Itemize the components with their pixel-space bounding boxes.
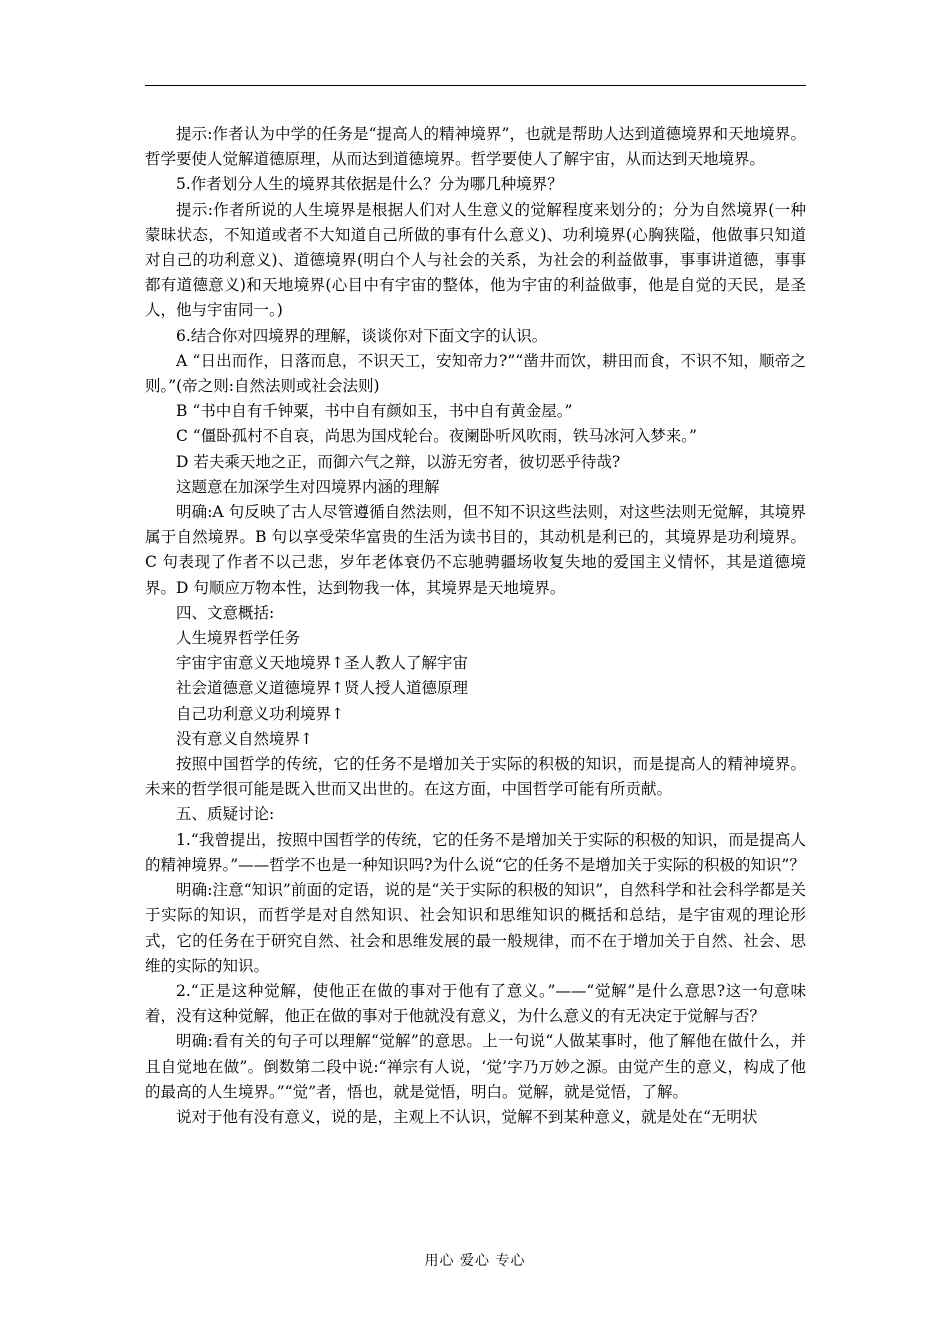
option-b: B “书中自有千钟粟，书中自有颜如玉，书中自有黄金屋。” — [176, 402, 573, 421]
question-6: 6.结合你对四境界的理解，谈谈你对下面文字的认识。 — [176, 326, 548, 345]
summary-line-4: 自己功利意义功利境界↑ — [176, 704, 344, 723]
section-heading-summary: 四、文意概括: — [176, 603, 275, 622]
summary-line-1: 人生境界哲学任务 — [176, 629, 301, 648]
paragraph-hint-task: 提示:作者认为中学的任务是“提高人的精神境界”，也就是帮助人达到道德境界和天地境界。哲学要使人觉解道德原理，从而达到道德境界。哲学要使人了解宇宙，从而达到天地境界。 — [145, 125, 806, 169]
option-d: D 若夫乘天地之正，而御六气之辩，以游无穷者，彼切恶乎待哉? — [176, 452, 621, 471]
summary-line-2: 宇宙宇宙意义天地境界↑圣人教人了解宇宙 — [176, 654, 468, 673]
option-a: A “日出而作，日落而息，不识天工，安知帝力?”“凿井而饮，耕田而食，不识不知，顺帝之则。”(帝之则:自然法则或社会法则) — [145, 351, 806, 396]
discussion-answer-1: 明确:注意“知识”前面的定语，说的是“关于实际的积极的知识”，自然科学和社会科学都是关于实际的知识，而哲学是对自然知识、社会知识和思维知识的概括和总结，是宇宙观的理论形式，它的任务在于研究自然、社会和思维发展的最一般规律，而不在于增加关于自然、社会、思维的实际的知识。 — [145, 881, 806, 975]
document-body — [145, 122, 806, 1130]
header-rule — [145, 85, 806, 86]
answer-6: 明确:A 句反映了古人尽管遵循自然法则，但不知不识这些法则，对这些法则无觉解，其境界属于自然境界。B 句以享受荣华富贵的生活为读书目的，其动机是利已的，其境界是功利境界。C 句表现了作者不以己悲，岁年老体衰仍不忘驰骋疆场收复失地的爱国主义情怀，其是道德境界。D 句顺应万物本性，达到物我一体，其境界是天地境界。 — [145, 503, 806, 597]
page-footer: 用心 爱心 专心 — [424, 1253, 526, 1269]
discussion-answer-2-continued: 说对于他有没有意义，说的是，主观上不认识，觉解不到某种意义，就是处在“无明状 — [176, 1107, 758, 1126]
discussion-question-1: 1.“我曾提出，按照中国哲学的传统，它的任务不是增加关于实际的积极的知识，而是提高人的精神境界。”——哲学不也是一种知识吗?为什么说“它的任务不是增加关于实际的积极的知识”？ — [145, 830, 806, 874]
question-5: 5.作者划分人生的境界其依据是什么？分为哪几种境界？ — [176, 175, 563, 194]
paragraph-hint-realms: 提示:作者所说的人生境界是根据人们对人生意义的觉解程度来划分的；分为自然境界(一种蒙昧状态，不知道或者不大知道自己所做的事有什么意义)、功利境界(心胸狭隘，他做事只知道对自己的功利意义)、道德境界(明白个人与社会的关系，为社会的利益做事，事事讲道德，事事都有道德意义)和天地境界(心目中有宇宙的整体，他为宇宙的利益做事，他是自觉的天民，是圣人，他与宇宙同一。) — [145, 200, 806, 320]
option-c: C “僵卧孤村不自哀，尚思为国戍轮台。夜阑卧听风吹雨，铁马冰河入梦来。” — [176, 427, 697, 446]
discussion-question-2: 2.“正是这种觉解，使他正在做的事对于他有了意义。”——“觉解”是什么意思?这一句意味着，没有这种觉解，他正在做的事对于他就没有意义，为什么意义的有无决定于觉解与否？ — [145, 981, 806, 1026]
discussion-answer-2: 明确:看有关的句子可以理解“觉解”的意思。上一句说“人做某事时，他了解他在做什么，并且自觉地在做”。倒数第二段中说:“禅宗有人说，‘觉’字乃万妙之源。由觉产生的意义，构成了他的最高的人生境界。”“觉”者，悟也，就是觉悟，明白。觉解，就是觉悟，了解。 — [145, 1032, 806, 1101]
summary-line-3: 社会道德意义道德境界↑贤人授人道德原理 — [176, 679, 468, 698]
section-heading-discussion: 五、质疑讨论: — [176, 805, 275, 824]
summary-line-5: 没有意义自然境界↑ — [176, 729, 313, 748]
summary-paragraph: 按照中国哲学的传统，它的任务不是增加关于实际的积极的知识，而是提高人的精神境界。未来的哲学很可能是既入世而又出世的。在这方面，中国哲学可能有所贡献。 — [145, 755, 806, 799]
question-intent: 这题意在加深学生对四境界内涵的理解 — [176, 477, 440, 496]
